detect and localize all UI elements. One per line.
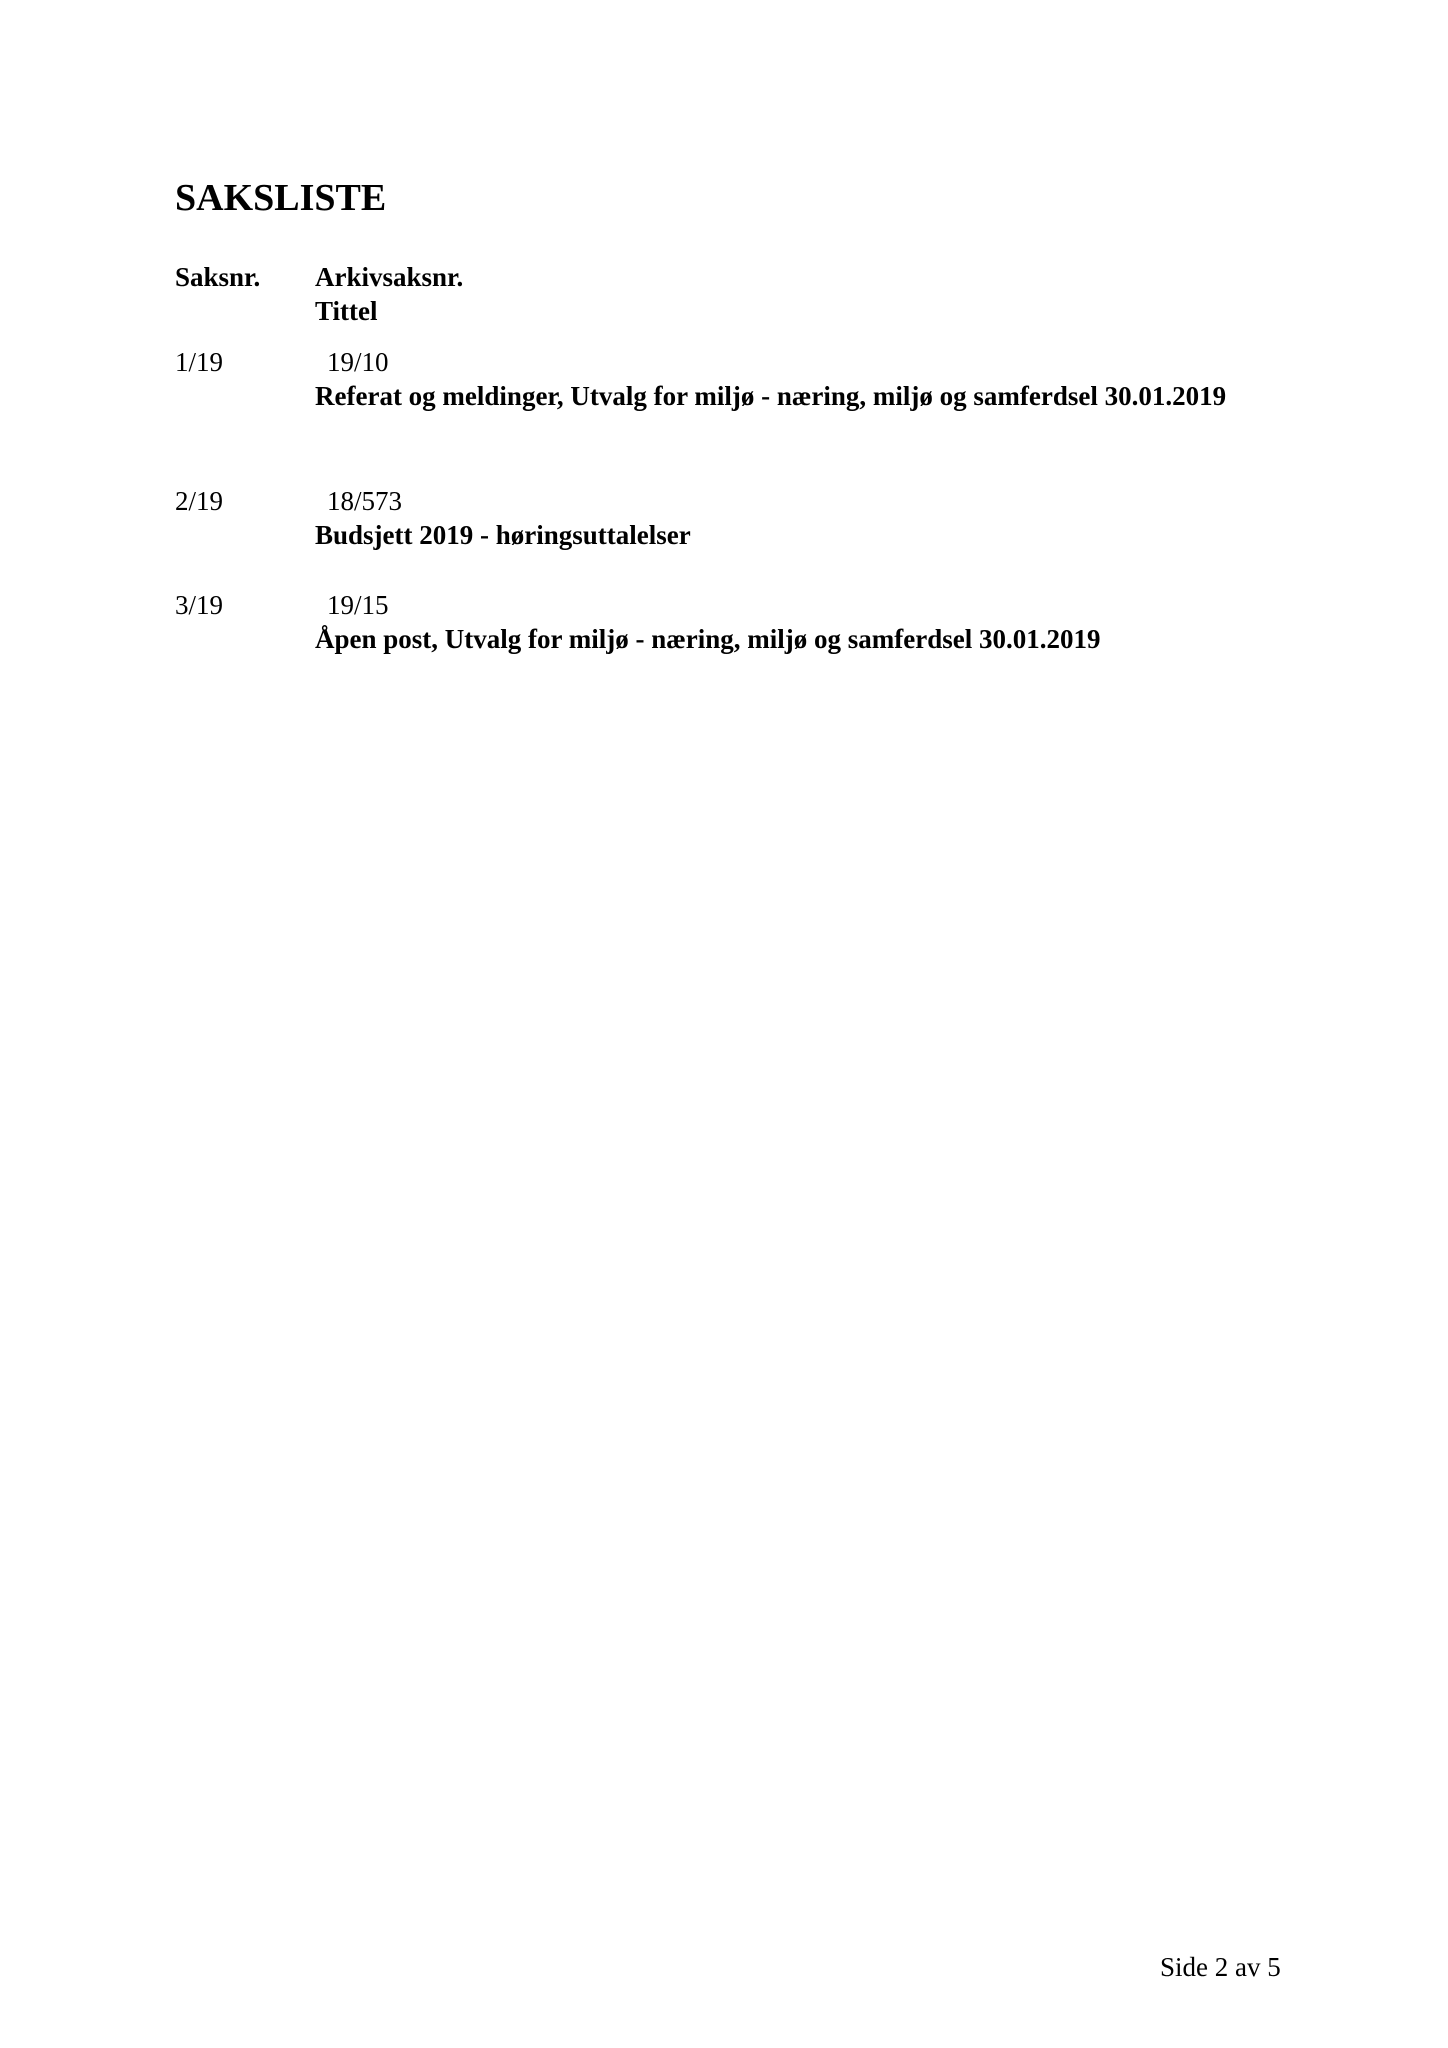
archive-number: 19/15 [327,590,389,620]
header-archive-number: Arkivsaksnr. [315,262,464,292]
archive-number: 18/573 [327,486,403,516]
case-number: 3/19 [175,590,224,620]
page-title: SAKSLISTE [175,177,387,219]
case-title: Budsjett 2019 - høringsuttalelser [315,520,691,550]
case-number: 2/19 [175,486,224,516]
case-body [315,484,1275,552]
header-case-number: Saksnr. [175,262,261,292]
case-number: 1/19 [175,347,224,377]
header-title: Tittel [315,296,378,326]
page-number: Side 2 av 5 [1160,1952,1281,1982]
archive-number: 19/10 [327,347,389,377]
case-title: Åpen post, Utvalg for miljø - næring, miljø og samferdsel 30.01.2019 [315,624,1101,654]
case-title: Referat og meldinger, Utvalg for miljø - næring, miljø og samferdsel 30.01.2019 [315,381,1227,411]
header-archive-title [315,260,1275,328]
case-body [315,345,1275,413]
case-body [315,588,1275,656]
